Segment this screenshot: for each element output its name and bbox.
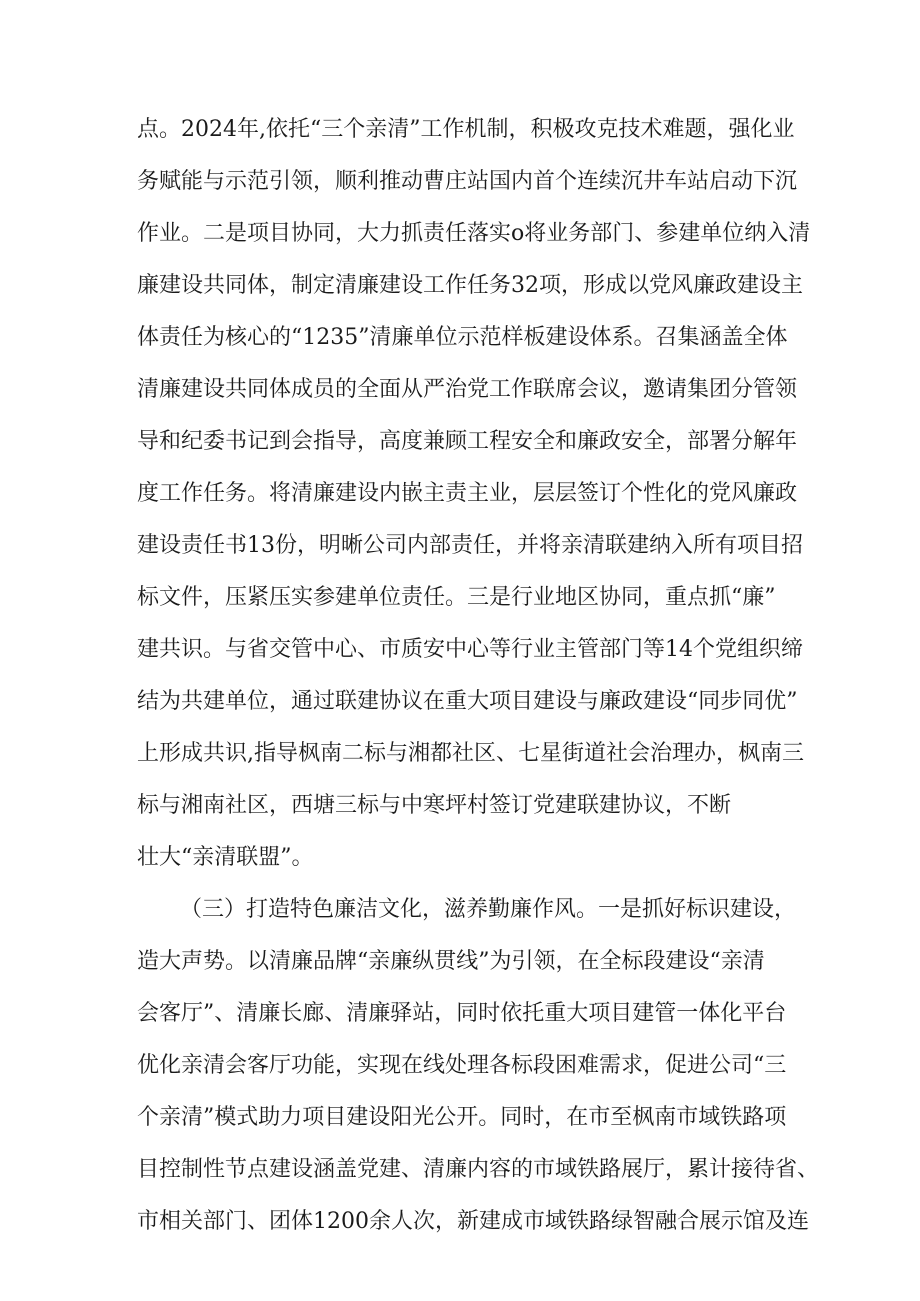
text-line: 度工作任务。将清廉建设内嵌主责主业，层层签订个性化的党风廉政 [137,481,798,506]
text-line: 体责任为核心的“1235”清廉单位示范样板建设体系。召集涵盖全体 [137,325,788,350]
text-line: 结为共建单位，通过联建协议在重大项目建设与廉政建设“同步同优” [137,689,798,714]
text-line: 市相关部门、团体1200余人次，新建成市域铁路绿智融合展示馆及连 [137,1209,809,1234]
text-line: 导和纪委书记到会指导，高度兼顾工程安全和廉政安全，部署分解年 [137,429,798,454]
text-line: 廉建设共同体，制定清廉建设工作任务32项，形成以党风廉政建设主 [137,273,803,298]
text-line: 标与湘南社区，西塘三标与中寒坪村签订党建联建协议，不断 [137,793,732,818]
text-line: 作业。二是项目协同，大力抓责任落实o将业务部门、参建单位纳入清 [137,221,811,246]
text-line: 标文件，压紧压实参建单位责任。三是行业地区协同，重点抓“廉” [137,585,776,610]
text-line: 壮大“亲清联盟”。 [137,845,314,870]
text-line: 清廉建设共同体成员的全面从严治党工作联席会议，邀请集团分管领 [137,377,798,402]
section-heading-line: （三）打造特色廉洁文化，滋养勤廉作风。一是抓好标识建设， [180,897,797,922]
text-line: 建共识。与省交管中心、市质安中心等行业主管部门等14个党组织缔 [137,637,803,662]
text-line: 上形成共识,指导枫南二标与湘都社区、七星街道社会治理办，枫南三 [137,741,804,766]
text-line: 建设责任书13份，明晰公司内部责任，并将亲清联建纳入所有项目招 [137,533,803,558]
text-line: 点。2024年,依托“三个亲清”工作机制，积极攻克技术难题，强化业 [137,117,795,142]
text-line: 造大声势。以清廉品牌“亲廉纵贯线”为引领，在全标段建设“亲清 [137,949,765,974]
text-line: 目控制性节点建设涵盖党建、清廉内容的市域铁路展厅，累计接待省、 [137,1157,820,1182]
text-line: 优化亲清会客厅功能，实现在线处理各标段困难需求，促进公司“三 [137,1053,787,1078]
text-line: 个亲清”模式助力项目建设阳光公开。同时，在市至枫南市域铁路项 [137,1105,787,1130]
text-line: 会客厅”、清廉长廊、清廉驿站，同时依托重大项目建管一体化平台 [137,1001,787,1026]
text-line: 务赋能与示范引领，顺利推动曹庄站国内首个连续沉井车站启动下沉 [137,169,798,194]
